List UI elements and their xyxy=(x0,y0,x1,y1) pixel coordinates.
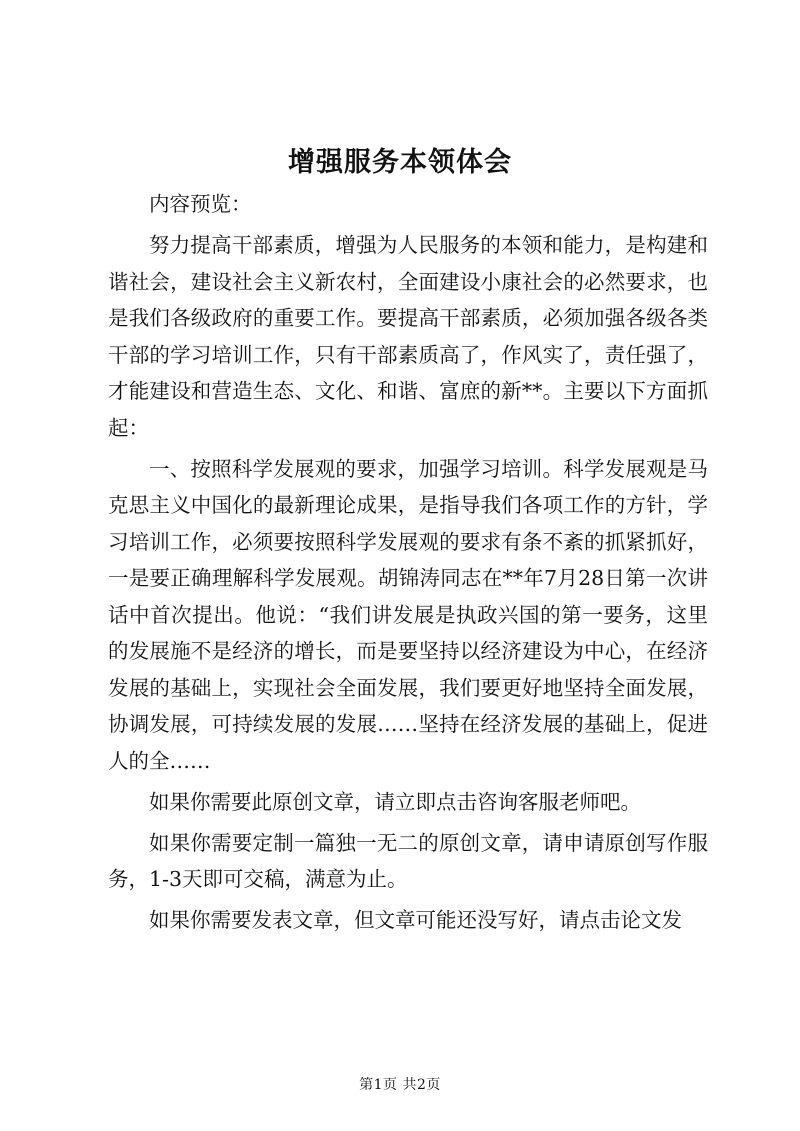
paragraph-intro: 努力提高干部素质，增强为人民服务的本领和能力，是构建和谐社会，建设社会主义新农村，全面建设小康社会的必然要求，也是我们各级政府的重要工作。要提高干部素质，必须加强各级各类干部的学习培训工作，只有干部素质高了，作风实了，责任强了，才能建设和营造生态、文化、和谐、富庶的新**。主要以下方面抓起： xyxy=(108,233,708,440)
paragraph-consult-notice: 如果你需要此原创文章，请立即点击咨询客服老师吧。 xyxy=(149,789,641,814)
paragraph-publish-notice: 如果你需要发表文章，但文章可能还没写好，请点击论文发 xyxy=(149,908,682,932)
preview-label: 内容预览： xyxy=(149,192,252,216)
page-number-footer: 第1页 共2页 xyxy=(359,1077,441,1093)
document-title: 增强服务本领体会 xyxy=(288,147,512,178)
paragraph-section-one: 一、按照科学发展观的要求，加强学习培训。科学发展观是马克思主义中国化的最新理论成果，是指导我们各项工作的方针，学习培训工作，必须要按照科学发展观的要求有条不紊的抓紧抓好，一是要正确理解科学发展观。胡锦涛同志在**年7月28日第一次讲话中首次提出。他说：“我们讲发展是执政兴国的第一要务，这里的发展施不是经济的增长，而是要坚持以经济建设为中心，在经济发展的基础上，实现社会全面发展，我们要更好地坚持全面发展，协调发展，可持续发展的发展……坚持在经济发展的基础上，促进人的全…… xyxy=(108,456,708,773)
document-body xyxy=(108,186,708,943)
paragraph-custom-writing-notice: 如果你需要定制一篇独一无二的原创文章，请申请原创写作服务，1-3天即可交稿，满意为止。 xyxy=(108,830,708,891)
